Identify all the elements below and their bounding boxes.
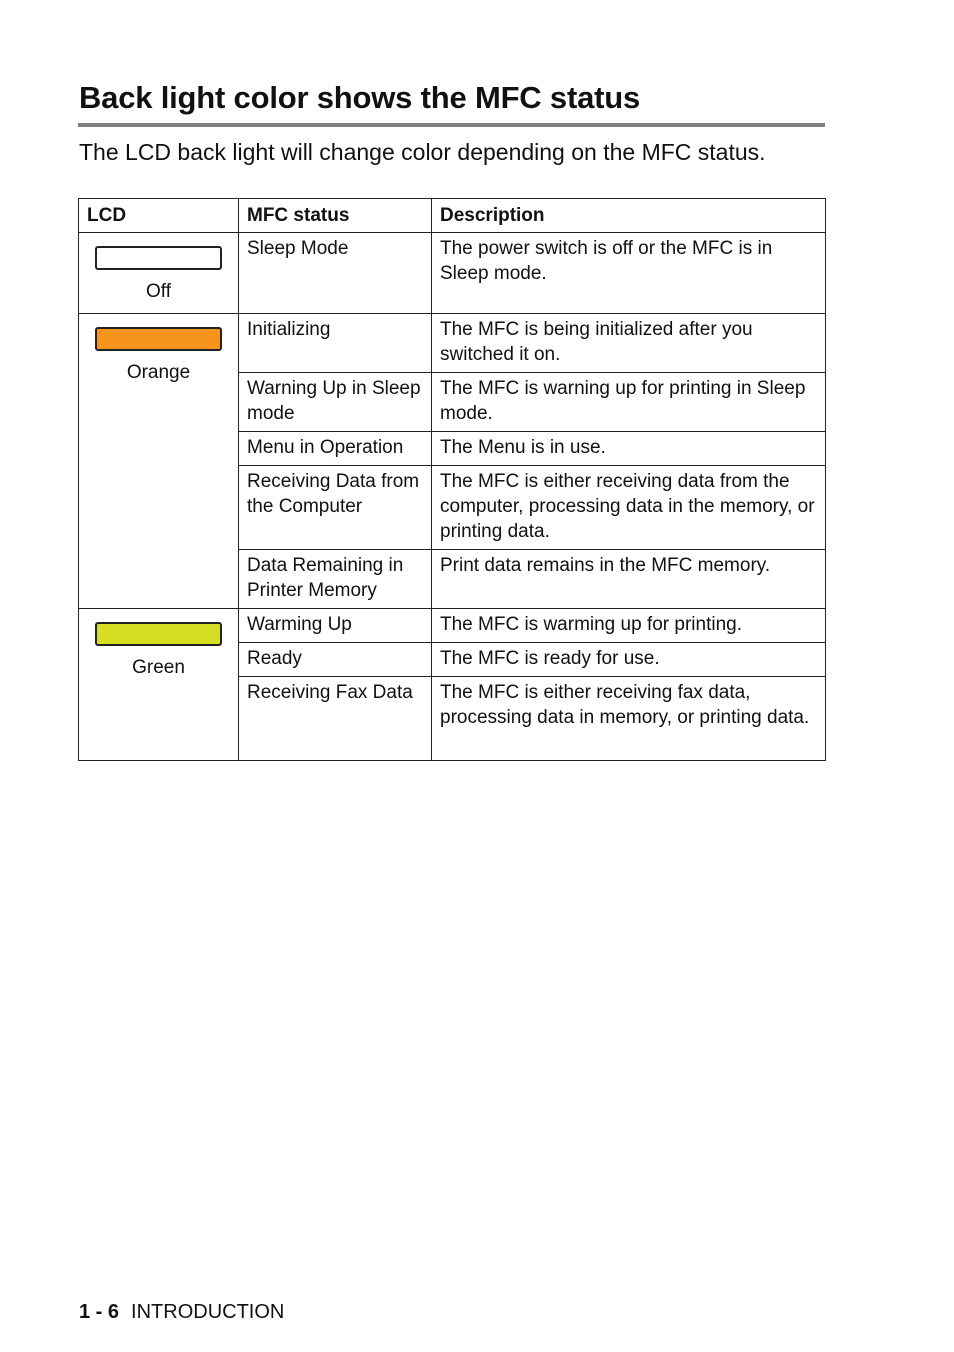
table-header-row <box>79 199 826 233</box>
lcd-swatch-off <box>95 246 222 270</box>
header-lcd: LCD <box>79 199 239 233</box>
lcd-label-orange: Orange <box>126 362 191 383</box>
intro-text: The LCD back light will change color depending on the MFC status. <box>79 139 766 165</box>
status-cell: Data Remaining in Printer Memory <box>239 550 432 609</box>
lcd-label-off: Off <box>146 281 171 302</box>
status-cell: Receiving Data from the Computer <box>239 466 432 550</box>
description-cell: The MFC is ready for use. <box>432 643 826 677</box>
status-cell: Warning Up in Sleep mode <box>239 373 432 432</box>
description-cell: The power switch is off or the MFC is in Sleep mode. <box>432 233 826 314</box>
description-cell: Print data remains in the MFC memory. <box>432 550 826 609</box>
lcd-label-green: Green <box>132 657 185 678</box>
description-cell: The MFC is warming up for printing. <box>432 609 826 643</box>
status-cell: Menu in Operation <box>239 432 432 466</box>
description-cell: The Menu is in use. <box>432 432 826 466</box>
title-rule <box>78 123 825 127</box>
status-cell: Initializing <box>239 314 432 373</box>
status-cell: Sleep Mode <box>239 233 432 314</box>
lcd-cell-off <box>79 233 239 314</box>
header-description: Description <box>432 199 826 233</box>
status-cell: Ready <box>239 643 432 677</box>
lcd-swatch-green <box>95 622 222 646</box>
lcd-cell-green <box>79 609 239 761</box>
status-cell: Receiving Fax Data <box>239 677 432 761</box>
lcd-cell-orange <box>79 314 239 609</box>
table-row <box>79 314 826 373</box>
description-cell: The MFC is either receiving data from the computer, processing data in the memory, or printing data. <box>432 466 826 550</box>
page-footer <box>79 1301 284 1324</box>
section-name: INTRODUCTION <box>131 1301 285 1323</box>
status-cell: Warming Up <box>239 609 432 643</box>
page-title: Back light color shows the MFC status <box>79 80 641 115</box>
lcd-swatch-orange <box>95 327 222 351</box>
table-row <box>79 609 826 643</box>
table-row <box>79 233 826 314</box>
description-cell: The MFC is either receiving fax data, processing data in memory, or printing data. <box>432 677 826 761</box>
status-table <box>78 198 826 761</box>
description-cell: The MFC is warning up for printing in Sleep mode. <box>432 373 826 432</box>
header-mfc-status: MFC status <box>239 199 432 233</box>
description-cell: The MFC is being initialized after you switched it on. <box>432 314 826 373</box>
page-number: 1 - 6 <box>79 1301 120 1323</box>
